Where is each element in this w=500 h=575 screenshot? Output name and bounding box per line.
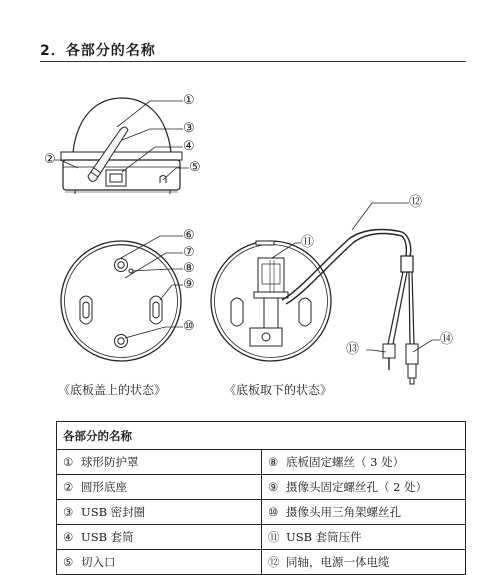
part-number: ⑤ <box>63 555 74 569</box>
part-number: ④ <box>63 530 74 544</box>
table-cell-left <box>57 550 262 575</box>
part-label: 底板固定螺丝（ 3 处） <box>286 455 405 469</box>
callout-number: ⑥ <box>183 228 195 243</box>
callout-number: ⑩ <box>183 319 195 334</box>
table-row <box>57 475 466 500</box>
part-number: ② <box>63 480 74 494</box>
part-number: ⑫ <box>268 555 280 569</box>
part-label: 切入口 <box>81 555 116 569</box>
callout-number: ⑬ <box>346 342 360 357</box>
part-number: ① <box>63 455 74 469</box>
part-number: ⑪ <box>268 530 280 544</box>
parts-table <box>56 421 466 575</box>
parts-table-header: 各部分的名称 <box>57 422 466 450</box>
part-number: ⑧ <box>268 455 279 469</box>
table-cell-right <box>262 550 466 575</box>
table-cell-left <box>57 525 262 550</box>
table-row <box>57 525 466 550</box>
callout-number: ⑨ <box>183 277 195 292</box>
callout-number: ② <box>44 152 56 167</box>
base-closed-figure <box>61 241 181 361</box>
callout-number: ⑭ <box>440 332 454 347</box>
caption-base-open: 《底板取下的状态》 <box>224 383 333 397</box>
table-cell-left <box>57 500 262 525</box>
table-row <box>57 550 466 575</box>
part-label: USB 密封圈 <box>81 505 146 519</box>
table-cell-right <box>262 500 466 525</box>
callout-number: ⑫ <box>409 195 423 210</box>
parts-table-header-row <box>57 422 466 450</box>
table-cell-left <box>57 475 262 500</box>
callout-number: ⑦ <box>183 245 195 260</box>
callout-number: ⑤ <box>189 160 201 175</box>
table-row <box>57 450 466 475</box>
base-open-leaders <box>272 203 440 352</box>
part-label: 圆形底座 <box>81 480 127 494</box>
table-cell-right <box>262 475 466 500</box>
table-cell-right <box>262 525 466 550</box>
callout-number: ③ <box>183 121 195 136</box>
part-label: 同轴，电源一体电缆 <box>286 555 390 569</box>
callout-number: ⑪ <box>301 235 315 250</box>
part-number: ⑩ <box>268 505 279 519</box>
table-cell-right <box>262 450 466 475</box>
part-label: USB 套筒压件 <box>286 530 362 544</box>
callout-number: ④ <box>183 139 195 154</box>
part-number: ③ <box>63 505 74 519</box>
caption-base-closed: 《底板盖上的状态》 <box>58 383 167 397</box>
part-label: 摄像头用三角架螺丝孔 <box>286 505 401 519</box>
part-label: 摄像头固定螺丝孔（ 2 处） <box>286 480 428 494</box>
part-label: 球形防护罩 <box>81 455 139 469</box>
part-number: ⑨ <box>268 480 279 494</box>
section-title: 2．各部分的名称 <box>40 43 156 59</box>
part-label: USB 套筒 <box>81 530 134 544</box>
table-row <box>57 500 466 525</box>
base-open-figure <box>211 230 418 384</box>
table-cell-left <box>57 450 262 475</box>
callout-number: ⑧ <box>183 261 195 276</box>
callout-number: ① <box>183 93 195 108</box>
